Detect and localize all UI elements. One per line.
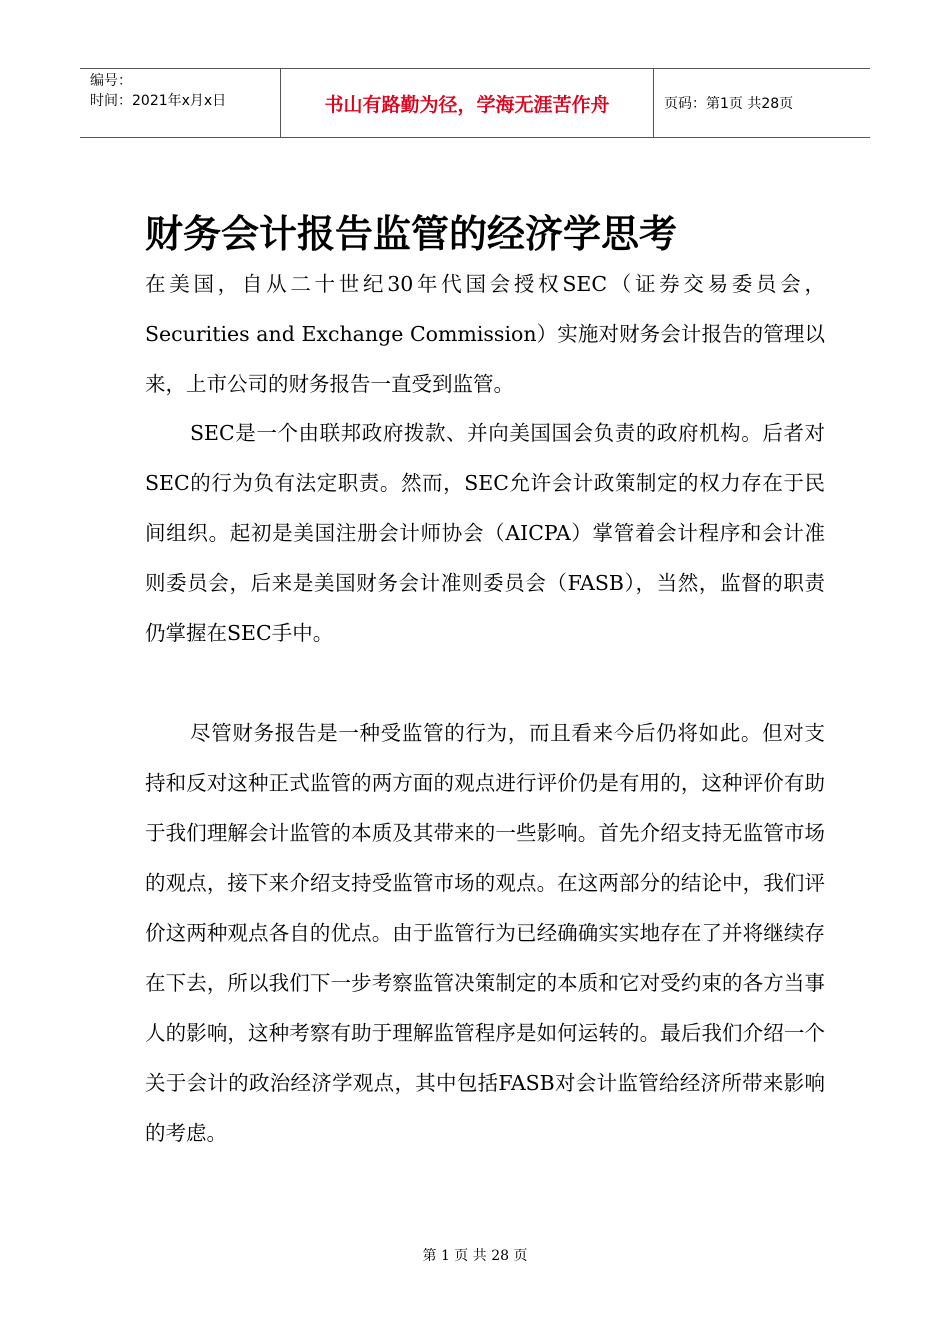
header-motto: 书山有路勤为径，学海无涯苦作舟 [281, 69, 654, 137]
document-title: 财务会计报告监管的经济学思考 [145, 212, 678, 256]
page-header [80, 68, 870, 138]
header-page-info: 页码：第1页 共28页 [664, 96, 794, 112]
paragraph-intro: 在美国，自从二十世纪30年代国会授权SEC（证券交易委员会，Securities and Exchange Commission）实施对财务会计报告的管理以来，上市公司的财务报告一直受到监管。 [145, 272, 825, 396]
paragraph-sec: SEC是一个由联邦政府拨款、并向美国国会负责的政府机构。后者对SEC的行为负有法定职责。然而，SEC允许会计政策制定的权力存在于民间组织。起初是美国注册会计师协会（AICPA）掌管着会计程序和会计准则委员会，后来是美国财务会计准则委员会（FASB），当然，监督的职责仍掌握在SEC手中。 [145, 421, 825, 645]
header-meta [80, 69, 281, 137]
page-footer: 第 1 页 共 28 页 [422, 1248, 528, 1264]
document-date-label: 时间：2021年x月x日 [90, 93, 227, 109]
document-number-label: 编号： [90, 73, 132, 89]
paragraph-overview: 尽管财务报告是一种受监管的行为，而且看来今后仍将如此。但对支持和反对这种正式监管的两方面的观点进行评价仍是有用的，这种评价有助于我们理解会计监管的本质及其带来的一些影响。首先介绍支持无监管市场的观点，接下来介绍支持受监管市场的观点。在这两部分的结论中，我们评价这两种观点各自的优点。由于监管行为已经确确实实地存在了并将继续存在下去，所以我们下一步考察监管决策制定的本质和它对受约束的各方当事人的影响，这种考察有助于理解监管程序是如何运转的。最后我们介绍一个关于会计的政治经济学观点，其中包括FASB对会计监管给经济所带来影响的考虑。 [145, 721, 825, 1145]
